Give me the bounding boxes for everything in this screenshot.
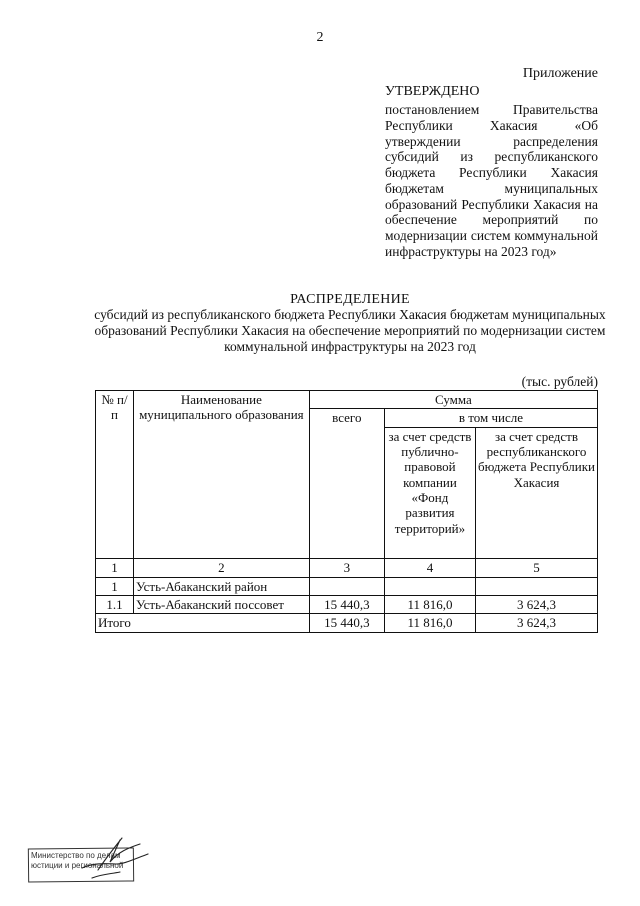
row-total [309,577,384,595]
column-number: 4 [384,558,475,577]
appendix-label: Приложение [522,66,598,81]
header-name: Наименование муниципального образования [134,391,310,559]
document-title: РАСПРЕДЕЛЕНИЕ [290,292,410,307]
total-republic: 3 624,3 [476,614,598,632]
row-name: Усть-Абаканский поссовет [134,595,310,613]
row-republic [476,577,598,595]
header-total: всего [309,409,384,558]
header-republic: за счет средств республиканского бюджета Республики Хакасия [476,427,598,558]
column-number: 1 [96,558,134,577]
registration-stamp [22,834,142,884]
total-label: Итого [96,614,310,632]
approved-label: УТВЕРЖДЕНО [385,84,480,99]
row-total: 15 440,3 [309,595,384,613]
stamp-line: Министерство по делам [31,851,121,860]
header-fund: за счет средств публично-правовой компании «Фонд развития территорий» [384,427,475,558]
header-including: в том числе [384,409,597,427]
signature-icon [62,834,152,884]
column-numbers-row [96,558,598,577]
header-sum: Сумма [309,391,597,409]
header-row-1 [96,391,598,409]
row-num: 1.1 [96,595,134,613]
row-fund [384,577,475,595]
column-number: 3 [309,558,384,577]
column-number: 2 [134,558,310,577]
column-number: 5 [476,558,598,577]
document-subtitle: субсидий из республиканского бюджета Республики Хакасия бюджетам муниципальных образований Республики Хакасия на обеспечение мероприятий по модернизации систем коммунальной инфраструктуры на 2023 год [94,307,606,355]
row-name: Усть-Абаканский район [134,577,310,595]
page-number: 2 [316,30,324,45]
distribution-table [95,390,598,633]
table-row [96,595,598,613]
stamp-line: юстиции и региональной [31,861,124,870]
row-fund: 11 816,0 [384,595,475,613]
header-num: № п/п [96,391,134,559]
row-republic: 3 624,3 [476,595,598,613]
units-label: (тыс. рублей) [521,374,598,389]
total-sum: 15 440,3 [309,614,384,632]
total-row [96,614,598,632]
total-fund: 11 816,0 [384,614,475,632]
table-row [96,577,598,595]
row-num: 1 [96,577,134,595]
approval-text: постановлением Правительства Республики Хакасия «Об утверждении распределения субсидий из республиканского бюджета Республики Хакасия бюджетам муниципальных образований Республики Хакасия на обеспечение мероприятий по модернизации систем коммунальной инфраструктуры на 2023 год» [385,102,598,260]
